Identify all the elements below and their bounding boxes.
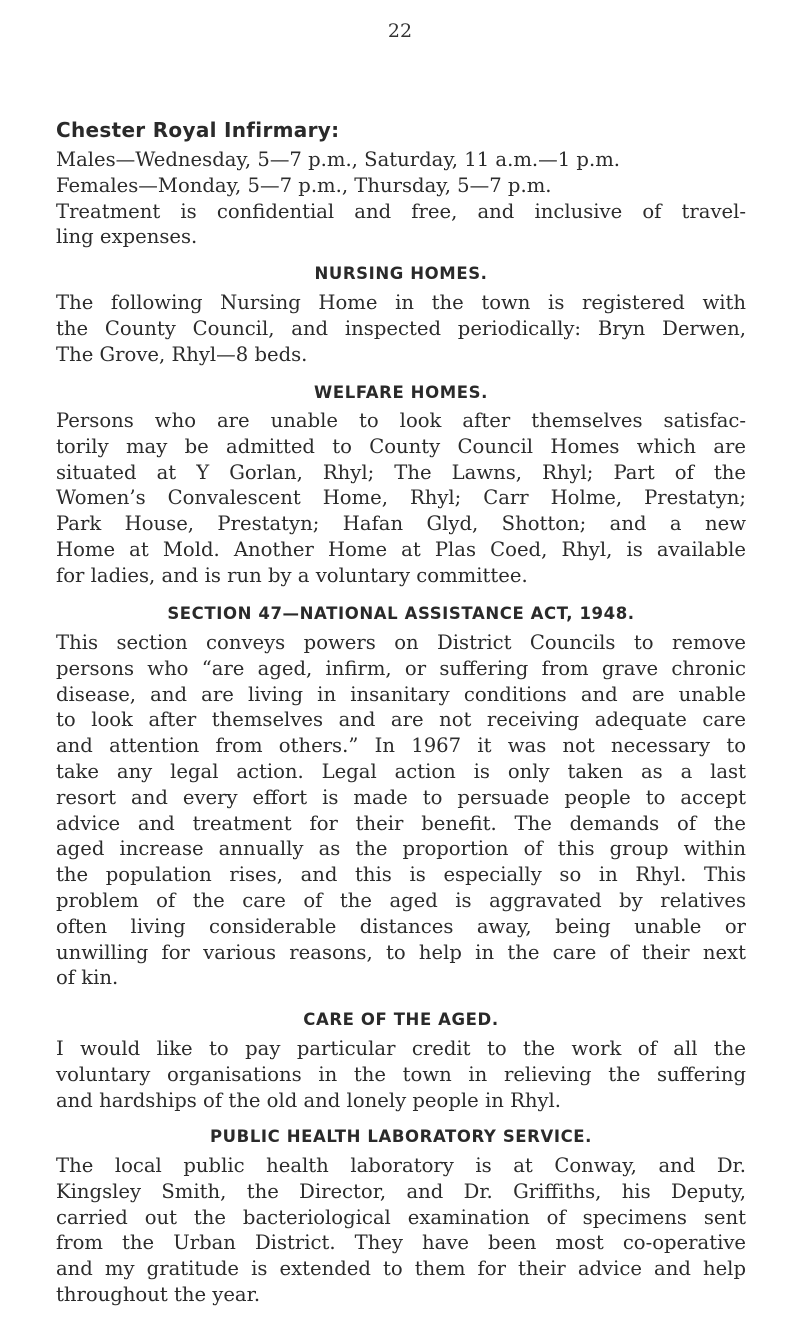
paragraph-line: take any legal action. Legal action is only taken as a last [56,759,746,783]
laboratory-paragraph [56,1153,746,1308]
paragraph-line: unwilling for various reasons, to help in the care of their next [56,940,746,964]
paragraph-line: Women’s Convalescent Home, Rhyl; Carr Holme, Prestatyn; [56,486,746,510]
welfare-homes-paragraph [56,408,746,589]
care-of-aged-paragraph [56,1036,746,1113]
paragraph-line: and hardships of the old and lonely people in Rhyl. [56,1088,562,1112]
section-47-heading: SECTION 47—NATIONAL ASSISTANCE ACT, 1948. [167,604,635,623]
page-number: 22 [387,20,413,42]
paragraph-line: the population rises, and this is especially so in Rhyl. This [56,863,746,887]
paragraph-line: to look after themselves and are not receiving adequate care [56,708,746,732]
nursing-homes-paragraph [56,290,746,367]
welfare-homes-heading: WELFARE HOMES. [314,383,488,402]
infirmary-paragraph [56,147,746,250]
paragraph-line: This section conveys powers on District Councils to remove [56,631,746,654]
paragraph-line: often living considerable distances away, being unable or [56,914,746,938]
paragraph-line: from the Urban District. They have been most co-operative [56,1231,746,1255]
paragraph-line: resort and every effort is made to persuade people to accept [56,785,746,809]
infirmary-title: Chester Royal Infirmary: [56,118,340,142]
section-47-paragraph [56,630,746,991]
care-of-aged-heading: CARE OF THE AGED. [303,1010,499,1029]
nursing-homes-heading: NURSING HOMES. [314,264,488,283]
paragraph-line: of kin. [56,966,119,990]
paragraph-line: Males—Wednesday, 5—7 p.m., Saturday, 11 a.m.—1 p.m. [56,148,620,171]
paragraph-line: disease, and are living in insanitary conditions and are unable [56,682,746,706]
paragraph-line: aged increase annually as the proportion of this group within [56,837,746,861]
paragraph-line: voluntary organisations in the town in relieving the suffering [56,1062,746,1086]
paragraph-line: The local public health laboratory is at Conway, and Dr. [56,1154,746,1177]
paragraph-line: torily may be admitted to County Council Homes which are [56,434,746,458]
paragraph-line: Park House, Prestatyn; Hafan Glyd, Shotton; and a new [56,512,746,536]
paragraph-line: and attention from others.” In 1967 it was not necessary to [56,734,746,758]
paragraph-line: Kingsley Smith, the Director, and Dr. Griffiths, his Deputy, [56,1179,746,1203]
paragraph-line: The following Nursing Home in the town is registered with [56,291,746,314]
paragraph-line: advice and treatment for their benefit. The demands of the [56,811,746,835]
paragraph-line: the County Council, and inspected periodically: Bryn Derwen, [56,316,746,340]
paragraph-line: I would like to pay particular credit to the work of all the [56,1037,746,1060]
paragraph-line: Persons who are unable to look after themselves satisfac- [56,409,746,432]
paragraph-line: for ladies, and is run by a voluntary committee. [56,563,528,587]
paragraph-line: problem of the care of the aged is aggravated by relatives [56,888,746,912]
paragraph-line: Females—Monday, 5—7 p.m., Thursday, 5—7 p.m. [56,173,552,197]
paragraph-line: Home at Mold. Another Home at Plas Coed, Rhyl, is available [56,537,746,561]
paragraph-line: carried out the bacteriological examination of specimens sent [56,1205,746,1229]
laboratory-heading: PUBLIC HEALTH LABORATORY SERVICE. [209,1127,593,1146]
paragraph-line: situated at Y Gorlan, Rhyl; The Lawns, Rhyl; Part of the [56,460,746,484]
paragraph-line: persons who “are aged, infirm, or suffering from grave chronic [56,656,746,680]
paragraph-line: throughout the year. [56,1282,261,1306]
paragraph-line: The Grove, Rhyl—8 beds. [56,342,308,366]
paragraph-line: and my gratitude is extended to them for their advice and help [56,1257,746,1281]
paragraph-line: Treatment is confidential and free, and inclusive of travel- [56,199,746,223]
paragraph-line: ling expenses. [56,225,198,249]
